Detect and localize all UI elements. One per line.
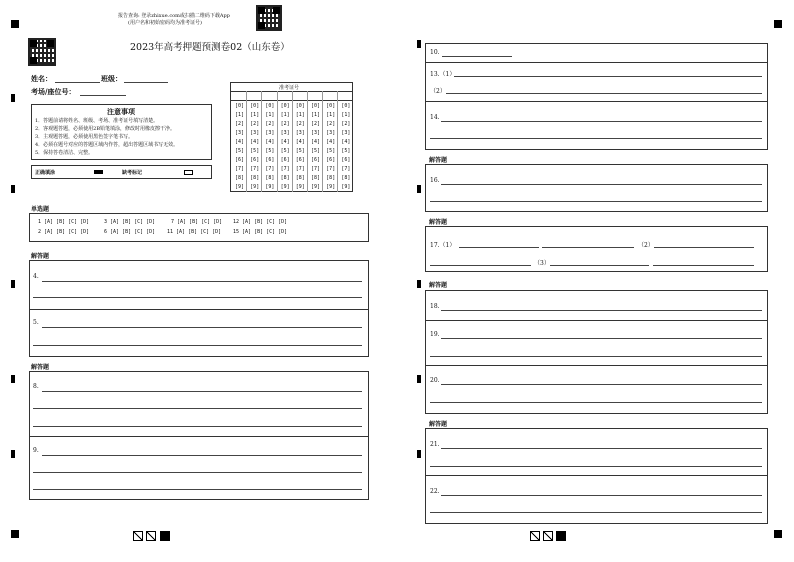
- exam-id-bubble[interactable]: [0]: [265, 103, 275, 109]
- exam-id-column: [309, 102, 322, 192]
- answer-line[interactable]: [430, 356, 762, 357]
- report-query-line: 报告查询: 登录zhixue.com或扫描二维码下载App: [118, 13, 230, 19]
- exam-id-bubble[interactable]: [7]: [326, 166, 336, 172]
- exam-id-bubble[interactable]: [4]: [250, 139, 260, 145]
- exam-id-bubble[interactable]: [2]: [234, 121, 245, 127]
- question-number: （2）: [430, 88, 446, 95]
- exam-id-bubble[interactable]: [8]: [250, 175, 260, 181]
- column-divider: [337, 91, 338, 192]
- name-field[interactable]: [55, 82, 100, 83]
- exam-id-column: [279, 102, 292, 192]
- exam-id-bubble[interactable]: [9]: [295, 184, 305, 190]
- exam-id-bubble[interactable]: [5]: [280, 148, 290, 154]
- exam-id-bubble[interactable]: [3]: [295, 130, 305, 136]
- page-marker-hatch: [133, 531, 143, 541]
- answer-line[interactable]: [430, 466, 762, 467]
- exam-id-bubble[interactable]: [3]: [234, 130, 245, 136]
- alignment-mark: [774, 530, 782, 538]
- answer-box-q18-q20: [425, 290, 768, 414]
- app-qr-code[interactable]: [256, 5, 282, 31]
- exam-id-bubble[interactable]: [9]: [280, 184, 290, 190]
- answer-section-heading: 解答题: [429, 421, 448, 428]
- exam-id-bubble[interactable]: [5]: [265, 148, 275, 154]
- exam-id-bubble[interactable]: [4]: [280, 139, 290, 145]
- question-number: 10.: [430, 49, 440, 56]
- exam-id-bubble[interactable]: [7]: [250, 166, 260, 172]
- question-number: 18.: [430, 303, 440, 310]
- mcq-item[interactable]: 2 [A] [B] [C] [D]: [38, 229, 90, 235]
- answer-box-q10-q14: [425, 43, 768, 150]
- column-divider: [261, 91, 262, 192]
- exam-id-bubble[interactable]: [0]: [250, 103, 260, 109]
- exam-id-bubble[interactable]: [1]: [265, 112, 275, 118]
- exam-id-bubble[interactable]: [9]: [326, 184, 336, 190]
- exam-id-column: [294, 102, 307, 192]
- exam-id-bubble[interactable]: [5]: [341, 148, 351, 154]
- exam-id-bubble[interactable]: [2]: [280, 121, 290, 127]
- answer-line[interactable]: [442, 56, 512, 57]
- exam-id-bubble[interactable]: [6]: [341, 157, 351, 163]
- answer-section-heading: 解答题: [429, 282, 448, 289]
- answer-line[interactable]: [430, 512, 762, 513]
- column-divider: [246, 91, 247, 192]
- column-divider: [322, 91, 323, 192]
- exam-id-bubble[interactable]: [8]: [295, 175, 305, 181]
- question-number: 14.: [430, 114, 440, 121]
- exam-id-bubble[interactable]: [5]: [295, 148, 305, 154]
- exam-id-bubble[interactable]: [1]: [234, 112, 245, 118]
- class-field[interactable]: [124, 82, 168, 83]
- exam-id-bubble[interactable]: [0]: [280, 103, 290, 109]
- seat-label: 考场/座位号：: [31, 87, 76, 96]
- answer-line[interactable]: [33, 297, 362, 298]
- exam-id-bubble[interactable]: [7]: [280, 166, 290, 172]
- exam-id-bubble[interactable]: [6]: [234, 157, 245, 163]
- exam-id-bubble[interactable]: [3]: [280, 130, 290, 136]
- answer-box-q17: [425, 226, 768, 272]
- exam-id-bubble[interactable]: [1]: [326, 112, 336, 118]
- mcq-item[interactable]: 7 [A] [B] [C] [D]: [171, 219, 223, 225]
- answer-line[interactable]: [653, 265, 754, 266]
- exam-id-column: [248, 102, 261, 192]
- mcq-item[interactable]: 12 [A] [B] [C] [D]: [233, 219, 288, 225]
- page-marker-hatch: [530, 531, 540, 541]
- question-number: 19.: [430, 331, 440, 338]
- column-divider: [277, 91, 278, 192]
- single-choice-box: [29, 213, 369, 242]
- question-number: 22.: [430, 488, 440, 495]
- column-divider: [292, 91, 293, 192]
- alignment-mark: [417, 40, 421, 48]
- absent-mark-label: 缺考标记: [122, 170, 143, 176]
- notice-box: [31, 104, 212, 160]
- exam-id-bubble[interactable]: [3]: [265, 130, 275, 136]
- answer-line[interactable]: [446, 93, 762, 94]
- exam-id-bubble[interactable]: [6]: [295, 157, 305, 163]
- answer-box-q8-q9: [29, 371, 369, 500]
- exam-id-bubble[interactable]: [2]: [326, 121, 336, 127]
- answer-line[interactable]: [441, 384, 762, 385]
- alignment-mark: [11, 450, 15, 458]
- exam-id-bubble[interactable]: [6]: [310, 157, 321, 163]
- alignment-mark: [417, 280, 421, 288]
- correct-fill-label: 正确填涂: [35, 170, 56, 176]
- exam-id-bubble[interactable]: [6]: [265, 157, 275, 163]
- answer-line[interactable]: [459, 247, 539, 248]
- class-label: 班级：: [101, 74, 122, 83]
- exam-id-bubble[interactable]: [5]: [310, 148, 321, 154]
- answer-box-q16: [425, 164, 768, 212]
- alignment-mark: [11, 185, 15, 193]
- exam-id-bubbles: [231, 102, 352, 192]
- alignment-mark: [417, 450, 421, 458]
- answer-section-heading: 解答题: [429, 157, 448, 164]
- question-number: （3）: [534, 260, 550, 267]
- exam-id-bubble[interactable]: [7]: [295, 166, 305, 172]
- notice-item: 1．答题前请将姓名、班级、考场、准考证号填写清楚。: [35, 118, 159, 124]
- answer-line[interactable]: [441, 121, 762, 122]
- exam-id-bubble[interactable]: [0]: [234, 103, 245, 109]
- exam-id-bubble[interactable]: [8]: [265, 175, 275, 181]
- exam-id-bubble[interactable]: [2]: [250, 121, 260, 127]
- exam-id-bubble[interactable]: [4]: [234, 139, 245, 145]
- exam-id-column: [233, 102, 246, 192]
- mcq-item[interactable]: 15 [A] [B] [C] [D]: [233, 229, 288, 235]
- exam-id-bubble[interactable]: [4]: [326, 139, 336, 145]
- answer-line[interactable]: [42, 281, 362, 282]
- question-number: 8.: [33, 383, 39, 390]
- exam-id-bubble[interactable]: [3]: [326, 130, 336, 136]
- exam-id-bubble[interactable]: [3]: [250, 130, 260, 136]
- exam-id-bubble[interactable]: [0]: [295, 103, 305, 109]
- exam-id-bubble[interactable]: [8]: [310, 175, 321, 181]
- mcq-item[interactable]: 3 [A] [B] [C] [D]: [104, 219, 156, 225]
- notice-item: 2．客观题答题，必须使用2B铅笔填涂，修改时用橡皮擦干净。: [35, 126, 176, 132]
- alignment-mark: [11, 20, 19, 28]
- seat-field[interactable]: [80, 95, 126, 96]
- page-marker-solid: [160, 531, 170, 541]
- question-number: 16.: [430, 177, 440, 184]
- question-number: 17.（1）: [430, 242, 456, 249]
- question-number: 4.: [33, 273, 39, 280]
- exam-id-bubble[interactable]: [0]: [326, 103, 336, 109]
- answer-line[interactable]: [441, 338, 762, 339]
- exam-id-bubble[interactable]: [0]: [341, 103, 351, 109]
- question-number: （2）: [638, 242, 654, 249]
- exam-id-bubble[interactable]: [3]: [310, 130, 321, 136]
- exam-id-bubble[interactable]: [2]: [265, 121, 275, 127]
- alignment-mark: [11, 94, 15, 102]
- question-number: 5.: [33, 319, 39, 326]
- exam-id-bubble[interactable]: [1]: [280, 112, 290, 118]
- answer-box-q21-q22: [425, 428, 768, 524]
- answer-line[interactable]: [550, 265, 649, 266]
- exam-id-column: [324, 102, 337, 192]
- question-number: 13.（1）: [430, 71, 456, 78]
- page-marker-hatch: [543, 531, 553, 541]
- name-label: 姓名：: [31, 74, 52, 83]
- exam-id-bubble[interactable]: [7]: [341, 166, 351, 172]
- answer-line[interactable]: [441, 448, 762, 449]
- answer-line[interactable]: [430, 201, 762, 202]
- exam-id-bubble[interactable]: [4]: [310, 139, 321, 145]
- exam-id-bubble[interactable]: [4]: [341, 139, 351, 145]
- exam-id-bubble[interactable]: [8]: [341, 175, 351, 181]
- exam-id-bubble[interactable]: [5]: [234, 148, 245, 154]
- question-number: 9.: [33, 447, 39, 454]
- alignment-mark: [11, 280, 15, 288]
- exam-id-bubble[interactable]: [7]: [234, 166, 245, 172]
- mcq-item[interactable]: 1 [A] [B] [C] [D]: [38, 219, 90, 225]
- exam-id-bubble[interactable]: [7]: [265, 166, 275, 172]
- answer-line[interactable]: [42, 327, 362, 328]
- correct-fill-sample: [94, 170, 103, 174]
- exam-id-bubble[interactable]: [8]: [326, 175, 336, 181]
- notice-item: 5．保持答卷清洁、完整。: [35, 150, 94, 156]
- answer-section-heading: 解答题: [31, 253, 50, 260]
- exam-id-bubble[interactable]: [1]: [341, 112, 351, 118]
- notice-title: 注意事项: [107, 107, 135, 116]
- answer-section-heading: 解答题: [31, 364, 50, 371]
- exam-id-bubble[interactable]: [6]: [280, 157, 290, 163]
- answer-section-heading: 解答题: [429, 219, 448, 226]
- alignment-mark: [417, 185, 421, 193]
- report-query-note: (用户名和初始密码均为准考证号): [128, 20, 202, 26]
- answer-line[interactable]: [42, 391, 362, 392]
- exam-id-bubble[interactable]: [9]: [341, 184, 351, 190]
- answer-line[interactable]: [454, 76, 762, 77]
- exam-id-bubble[interactable]: [9]: [234, 184, 245, 190]
- answer-line[interactable]: [33, 345, 362, 346]
- exam-id-bubble[interactable]: [5]: [326, 148, 336, 154]
- exam-id-bubble[interactable]: [2]: [310, 121, 321, 127]
- answer-line[interactable]: [42, 455, 362, 456]
- exam-id-bubble[interactable]: [1]: [295, 112, 305, 118]
- exam-id-bubble[interactable]: [2]: [295, 121, 305, 127]
- exam-id-bubble[interactable]: [9]: [265, 184, 275, 190]
- answer-line[interactable]: [441, 310, 762, 311]
- exam-id-bubble[interactable]: [1]: [250, 112, 260, 118]
- answer-line[interactable]: [654, 247, 754, 248]
- absent-mark-box[interactable]: [184, 170, 193, 175]
- answer-line[interactable]: [33, 426, 362, 427]
- exam-id-bubble[interactable]: [8]: [280, 175, 290, 181]
- exam-id-bubble[interactable]: [9]: [310, 184, 321, 190]
- exam-id-bubble[interactable]: [6]: [250, 157, 260, 163]
- answer-line[interactable]: [441, 495, 762, 496]
- exam-id-bubble[interactable]: [6]: [326, 157, 336, 163]
- exam-id-bubble[interactable]: [4]: [295, 139, 305, 145]
- notice-item: 4．必须在题号对应的答题区域内作答，超出答题区域书写无效。: [35, 142, 179, 148]
- page-marker-solid: [556, 531, 566, 541]
- exam-id-column: [263, 102, 276, 192]
- exam-id-title: 准考证号: [279, 85, 300, 91]
- answer-line[interactable]: [33, 472, 362, 473]
- question-number: 20.: [430, 377, 440, 384]
- answer-line[interactable]: [430, 138, 762, 139]
- notice-item: 3．主观题答题，必须使用黑色签字笔书写。: [35, 134, 134, 140]
- alignment-mark: [417, 375, 421, 383]
- mcq-item[interactable]: 11 [A] [B] [C] [D]: [167, 229, 222, 235]
- exam-id-bubble[interactable]: [9]: [250, 184, 260, 190]
- answer-line[interactable]: [33, 489, 362, 490]
- alignment-mark: [774, 20, 782, 28]
- exam-id-bubble[interactable]: [1]: [310, 112, 321, 118]
- answer-line[interactable]: [430, 402, 762, 403]
- exam-id-bubble[interactable]: [8]: [234, 175, 245, 181]
- sheet-qr-code: [28, 38, 56, 66]
- exam-id-bubble[interactable]: [3]: [341, 130, 351, 136]
- alignment-mark: [11, 530, 19, 538]
- answer-line[interactable]: [542, 247, 634, 248]
- fill-legend-box: [31, 165, 212, 179]
- answer-line[interactable]: [441, 184, 762, 185]
- answer-line[interactable]: [430, 265, 531, 266]
- alignment-mark: [11, 375, 15, 383]
- question-number: 21.: [430, 441, 440, 448]
- column-divider: [307, 91, 308, 192]
- exam-id-column: [339, 102, 352, 192]
- exam-id-bubble[interactable]: [7]: [310, 166, 321, 172]
- exam-id-bubble[interactable]: [5]: [250, 148, 260, 154]
- mcq-item[interactable]: 6 [A] [B] [C] [D]: [104, 229, 156, 235]
- exam-id-bubble[interactable]: [0]: [310, 103, 321, 109]
- exam-id-grid: [230, 82, 353, 192]
- answer-line[interactable]: [33, 408, 362, 409]
- exam-id-bubble[interactable]: [4]: [265, 139, 275, 145]
- answer-box-q4-q5: [29, 260, 369, 357]
- exam-title: 2023年高考押题预测卷02（山东卷）: [130, 42, 290, 53]
- exam-id-bubble[interactable]: [2]: [341, 121, 351, 127]
- single-choice-heading: 单选题: [31, 206, 50, 213]
- page-marker-hatch: [146, 531, 156, 541]
